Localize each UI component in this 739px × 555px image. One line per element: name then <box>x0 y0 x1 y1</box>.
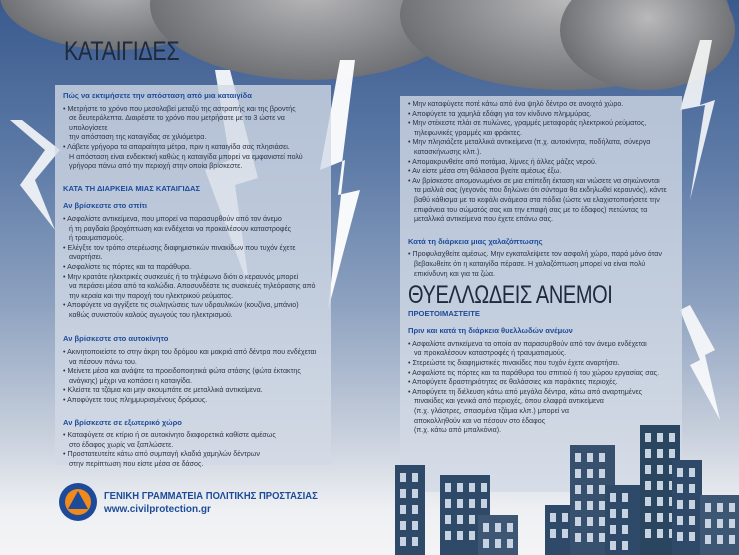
list <box>63 105 323 172</box>
building-window <box>729 519 735 528</box>
list-item: • Μετρήστε το χρόνο που μεσολαβεί μεταξύ της αστραπής και της βροντής σε δευτερόλεπτα. Διαιρέστε το χρόνο που μετρήσατε με το 3 ώστε να υπολογίσετε την απόσταση της καταιγίδας σε χιλιόμετρα. <box>63 105 323 143</box>
building-window <box>645 513 651 522</box>
building-window <box>657 481 663 490</box>
building <box>700 495 739 555</box>
list-item: • Ασφαλίστε αντικείμενα, που μπορεί να παρασυρθούν από τον άνεμο ή τη ραγδαία βροχόπτωση και ενδέχεται να προκαλέσουν καταστροφές ή τραυματισμούς. <box>63 215 323 244</box>
building <box>478 515 518 555</box>
building-window <box>677 532 683 541</box>
list-item: • Στερεώστε τις διαφημιστικές πινακίδες που τυχόν έχετε αναρτήσει. <box>408 359 674 369</box>
list-item: • Αν βρίσκεστε απομονωμένοι σε μια επίπεδη έκταση και νιώσετε να σηκώνονται τα μαλλιά σας (γεγονός που δηλώνει ότι σύντομα θα εκδηλωθεί κεραυνός), κάντε βαθύ κάθισμα με το κεφάλι ανάμεσα στα πόδια (ώστε να ελαχιστοποιήσετε την επιφάνεια του σώματός σας και την επαφή σας με το έδαφος) πετώντας τα μεταλλικά αντικείμενα που έχετε επάνω σας. <box>408 177 674 225</box>
building-window <box>412 521 418 530</box>
list-item: • Αποφύγετε τα χαμηλά εδάφη για τον κίνδυνο πλημμύρας. <box>408 110 674 120</box>
building-window <box>550 513 556 522</box>
list-item: • Απομακρυνθείτε από ποτάμια, λίμνες ή άλλες μάζες νερού. <box>408 158 674 168</box>
list <box>408 100 674 225</box>
building-window <box>657 529 663 538</box>
building-window <box>622 509 628 518</box>
building-window <box>717 535 723 544</box>
building <box>605 485 640 555</box>
building-window <box>689 484 695 493</box>
building-window <box>677 468 683 477</box>
list-item: • Αποφύγετε να αγγίξετε τις σωληνώσεις των υδραυλικών (κουζίνα, μπάνιο) καθώς συνιστούν καλούς αγωγούς του ηλεκτρισμού. <box>63 301 323 320</box>
building-window <box>400 473 406 482</box>
building-window <box>412 473 418 482</box>
building-window <box>645 433 651 442</box>
building-window <box>705 503 711 512</box>
building-window <box>550 529 556 538</box>
building-window <box>469 531 475 540</box>
building-window <box>610 525 616 534</box>
building-window <box>587 469 593 478</box>
building-window <box>400 537 406 546</box>
list-item: • Ακινητοποιείστε το στην άκρη του δρόμου και μακριά από δέντρα που ενδέχεται να πέσουν πάνω του. <box>63 348 323 367</box>
building-window <box>575 533 581 542</box>
building-window <box>469 499 475 508</box>
list-item: • Αν είστε μέσα στη θάλασσα βγείτε αμέσως έξω. <box>408 167 674 177</box>
building-window <box>645 481 651 490</box>
building-window <box>481 499 487 508</box>
building <box>395 465 425 555</box>
building-window <box>562 529 568 538</box>
list-item: • Μην κρατάτε ηλεκτρικές συσκευές ή το τηλέφωνο διότι ο κεραυνός μπορεί να περάσει μέσα από τα καλώδια. Αποσυνδέστε τις συσκευές τηλεόρασης από την κεραία και την παροχή του ηλεκτρικού ρεύματος. <box>63 273 323 302</box>
building-window <box>507 539 513 548</box>
building-window <box>575 469 581 478</box>
building-window <box>657 513 663 522</box>
building-window <box>669 433 675 442</box>
building-window <box>457 483 463 492</box>
building-window <box>610 509 616 518</box>
section-heading: ΚΑΤΑ ΤΗ ΔΙΑΡΚΕΙΑ ΜΙΑΣ ΚΑΤΑΙΓΙΔΑΣ <box>63 183 201 193</box>
building-window <box>575 485 581 494</box>
list <box>63 431 323 469</box>
section-heading: Πριν και κατά τη διάρκεια θυελλωδών ανέμων <box>408 326 573 336</box>
section-heading: Κατά τη διάρκεια μιας χαλαζόπτωσης <box>408 236 543 246</box>
building-window <box>457 515 463 524</box>
building-window <box>412 505 418 514</box>
building-window <box>457 531 463 540</box>
building-window <box>622 541 628 550</box>
building-window <box>507 523 513 532</box>
building-window <box>645 529 651 538</box>
building-window <box>495 539 501 548</box>
building-window <box>587 485 593 494</box>
left-panel <box>55 85 331 468</box>
list-item: • Προστατευτείτε κάτω από συμπαγή κλαδιά χαμηλών δέντρων στην περίπτωση που είστε μέσα σε δάσος. <box>63 450 323 469</box>
building-window <box>483 523 489 532</box>
list-item: • Προφυλαχθείτε αμέσως. Μην εγκαταλείψετε τον ασφαλή χώρο, παρά μόνο όταν βεβαιωθείτε ότι η καταιγίδα πέρασε. Η χαλαζόπτωση μπορεί να είναι πολύ επικίνδυνη και για τα ζώα. <box>408 250 674 279</box>
list-item: • Λάβετε γρήγορα τα απαραίτητα μέτρα, πριν η καταιγίδα σας πλησιάσει. Η απόσταση είναι ενδεικτική καθώς η καταιγίδα μπορεί να εμφανιστεί πολύ γρήγορα πάνω από την περιοχή στην οποία βρίσκεστε. <box>63 143 323 172</box>
list <box>408 250 674 279</box>
list <box>408 340 674 436</box>
building-window <box>645 465 651 474</box>
building-window <box>669 449 675 458</box>
building-window <box>689 516 695 525</box>
building-window <box>562 513 568 522</box>
section-heading: Αν βρίσκεστε στο αυτοκίνητο <box>63 334 169 344</box>
list-item: • Ασφαλίστε τις πόρτες και τα παράθυρα. <box>63 263 323 273</box>
list-item: • Μην πλησιάζετε μεταλλικά αντικείμενα (π.χ. αυτοκίνητα, ποδήλατα, σύνεργα κατασκήνωσης κλπ.). <box>408 138 674 157</box>
building-window <box>445 531 451 540</box>
list-item: • Ελέγξτε τον τρόπο στερέωσης διαφημιστικών πινακίδων που τυχόν έχετε αναρτήσει. <box>63 244 323 263</box>
list-item: • Αποφύγετε τους πλημμυρισμένους δρόμους. <box>63 396 323 406</box>
building-window <box>717 503 723 512</box>
building-window <box>705 535 711 544</box>
building-window <box>657 449 663 458</box>
list-item: • Μην καταφύγετε ποτέ κάτω από ένα ψηλό δέντρο σε ανοιχτό χώρο. <box>408 100 674 110</box>
building-window <box>657 497 663 506</box>
building-window <box>599 469 605 478</box>
building-window <box>689 468 695 477</box>
footer-logo <box>58 482 342 522</box>
building-window <box>483 539 489 548</box>
building-window <box>599 453 605 462</box>
list-item: • Ασφαλίστε τις πόρτες και τα παράθυρα του σπιτιού ή του χώρου εργασίας σας. <box>408 369 674 379</box>
building-window <box>677 516 683 525</box>
building-window <box>610 493 616 502</box>
building-window <box>412 489 418 498</box>
building-window <box>469 483 475 492</box>
list-item: • Αποφύγετε τη διέλευση κάτω από μεγάλα δέντρα, κάτω από αναρτημένες πινακίδες και γενικά από περιοχές, όπου ελαφρά αντικείμενα (π.χ. γλάστρες, σπασμένα τζάμια κλπ.) μπορεί να αποκολληθούν και να πέσουν στο έδαφος (π.χ. κάτω από μπαλκόνια). <box>408 388 674 436</box>
list-item: • Αποφύγετε δραστηριότητες σε θαλάσσιες και παράκτιες περιοχές. <box>408 378 674 388</box>
building-window <box>587 533 593 542</box>
building-window <box>469 515 475 524</box>
building-window <box>610 541 616 550</box>
building-window <box>622 525 628 534</box>
list-item: • Ασφαλίστε αντικείμενα τα οποία αν παρασυρθούν από τον άνεμο ενδέχεται να προκαλέσουν καταστροφές ή τραυματισμούς. <box>408 340 674 359</box>
organization-name: ΓΕΝΙΚΗ ΓΡΑΜΜΑΤΕΙΑ ΠΟΛΙΤΙΚΗΣ ΠΡΟΣΤΑΣΙΑΣ <box>104 489 318 502</box>
building-window <box>587 501 593 510</box>
building-window <box>587 453 593 462</box>
building-window <box>575 517 581 526</box>
building-window <box>445 499 451 508</box>
building <box>672 460 702 555</box>
building-window <box>717 519 723 528</box>
civil-protection-logo-icon <box>58 482 98 522</box>
building-window <box>575 501 581 510</box>
building-window <box>575 453 581 462</box>
building-window <box>412 537 418 546</box>
building-window <box>689 532 695 541</box>
building-window <box>705 519 711 528</box>
building-window <box>657 433 663 442</box>
building-window <box>645 497 651 506</box>
section-title: ΘΥΕΛΛΩΔΕΙΣ ΑΝΕΜΟΙ <box>408 281 613 310</box>
page-title: ΚΑΤΑΙΓΙΔΕΣ <box>64 36 180 66</box>
building-window <box>677 484 683 493</box>
list-item: • Μείνετε μέσα και ανάψτε τα προειδοποιητικά φώτα στάσης (φώτα έκτακτης ανάγκης) μέχρι να κοπάσει η καταιγίδα. <box>63 367 323 386</box>
building-window <box>689 500 695 509</box>
list-item: • Κλείστε τα τζάμια και μην ακουμπάτε σε μεταλλικά αντικείμενα. <box>63 386 323 396</box>
building-window <box>677 500 683 509</box>
building-window <box>622 493 628 502</box>
building-window <box>445 483 451 492</box>
building-window <box>729 535 735 544</box>
list <box>63 215 323 321</box>
building-window <box>495 523 501 532</box>
building-window <box>400 521 406 530</box>
list-item: • Καταφύγετε σε κτίριο ή σε αυτοκίνητο διαφορετικά καθίστε αμέσως στο έδαφος χωρίς να ξαπλώσετε. <box>63 431 323 450</box>
building-window <box>445 515 451 524</box>
section-heading: Πώς να εκτιμήσετε την απόσταση από μια καταιγίδα <box>63 91 252 100</box>
building-window <box>645 449 651 458</box>
building-window <box>657 465 663 474</box>
building-window <box>587 517 593 526</box>
list <box>63 348 323 406</box>
section-heading: Αν βρίσκεστε σε εξωτερικό χώρο <box>63 417 182 427</box>
building-window <box>400 489 406 498</box>
building-window <box>457 499 463 508</box>
list-item: • Μην στέκεστε πλάι σε πυλώνες, γραμμές μεταφοράς ηλεκτρικού ρεύματος, τηλεφωνικές γραμμές και φράκτες. <box>408 119 674 138</box>
building-window <box>481 483 487 492</box>
section-heading: ΠΡΟΕΤΟΙΜΑΣΤΕΙΤΕ <box>408 308 480 318</box>
section-heading: Αν βρίσκεστε στο σπίτι <box>63 201 148 211</box>
website-link[interactable]: www.civilprotection.gr <box>104 503 211 515</box>
building-window <box>729 503 735 512</box>
building-window <box>400 505 406 514</box>
